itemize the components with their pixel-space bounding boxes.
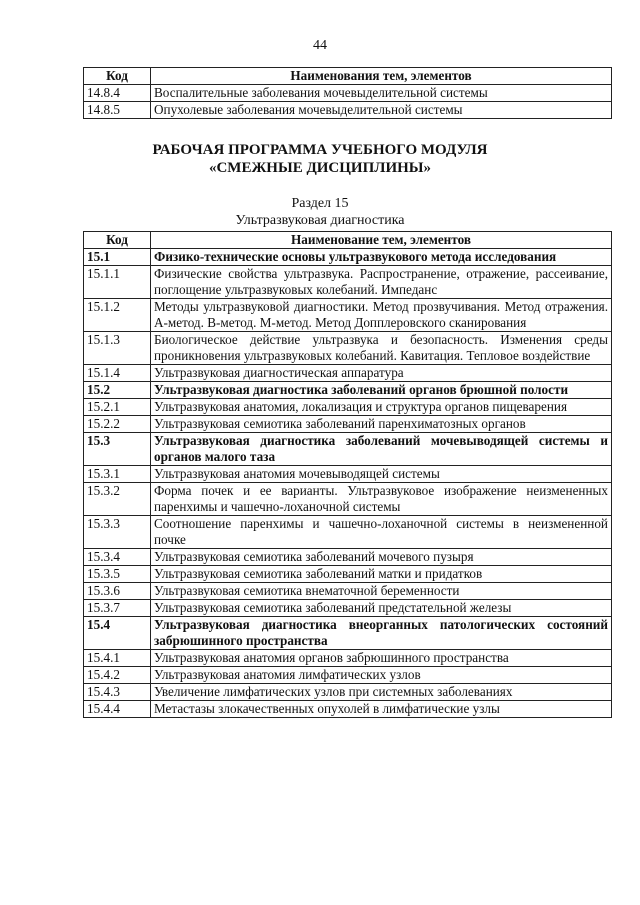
main-table-header-row [84, 232, 612, 249]
table-row [84, 382, 612, 399]
page-number: 44 [313, 38, 327, 53]
table-row [84, 399, 612, 416]
row-name: Ультразвуковая диагностическая аппаратура [151, 365, 612, 382]
table-row [84, 483, 612, 516]
top-table [83, 67, 612, 119]
table-row [84, 701, 612, 718]
section-name: Ультразвуковая диагностика [235, 213, 405, 228]
module-title [0, 141, 640, 177]
row-name: Соотношение паренхимы и чашечно-лоханочной системы в неизмененной почке [151, 516, 612, 549]
module-title-line1: РАБОЧАЯ ПРОГРАММА УЧЕБНОГО МОДУЛЯ [152, 142, 488, 158]
row-code: 15.2.2 [84, 416, 151, 433]
row-name: Физико-технические основы ультразвукового метода исследования [151, 249, 612, 266]
column-header-code: Код [84, 232, 151, 249]
row-code: 15.3.6 [84, 583, 151, 600]
row-name: Ультразвуковая анатомия мочевыводящей системы [151, 466, 612, 483]
row-code: 15.1.1 [84, 266, 151, 299]
table-row [84, 650, 612, 667]
row-code: 15.4.4 [84, 701, 151, 718]
column-header-name: Наименование тем, элементов [151, 232, 612, 249]
table-row [84, 416, 612, 433]
row-code: 15.4 [84, 617, 151, 650]
table-row [84, 684, 612, 701]
table-row [84, 600, 612, 617]
column-header-code: Код [84, 68, 151, 85]
row-code: 15.4.3 [84, 684, 151, 701]
row-name: Ультразвуковая семиотика внематочной беременности [151, 583, 612, 600]
row-name: Физические свойства ультразвука. Распространение, отражение, рассеивание, поглощение ультразвуковых колебаний. Импеданс [151, 266, 612, 299]
table-row [84, 102, 612, 119]
row-code: 15.3 [84, 433, 151, 466]
table-row [84, 332, 612, 365]
row-name: Ультразвуковая семиотика заболеваний мочевого пузыря [151, 549, 612, 566]
table-row [84, 466, 612, 483]
table-row [84, 617, 612, 650]
row-code: 15.3.3 [84, 516, 151, 549]
row-name: Форма почек и ее варианты. Ультразвуковое изображение неизмененных паренхимы и чашечно-лоханочной системы [151, 483, 612, 516]
row-name: Ультразвуковая анатомия лимфатических узлов [151, 667, 612, 684]
row-code: 15.1.4 [84, 365, 151, 382]
row-name: Увеличение лимфатических узлов при системных заболеваниях [151, 684, 612, 701]
main-table [83, 231, 612, 718]
table-row [84, 249, 612, 266]
top-table-header-row [84, 68, 612, 85]
row-code: 15.2 [84, 382, 151, 399]
row-code: 15.1.2 [84, 299, 151, 332]
table-row [84, 516, 612, 549]
table-row [84, 566, 612, 583]
row-name: Ультразвуковая семиотика заболеваний матки и придатков [151, 566, 612, 583]
row-name: Ультразвуковая диагностика внеорганных патологических состояний забрюшинного пространства [151, 617, 612, 650]
row-code: 15.3.1 [84, 466, 151, 483]
row-name: Биологическое действие ультразвука и безопасность. Изменения среды проникновения ультразвуковых колебаний. Кавитация. Тепловое воздействие [151, 332, 612, 365]
row-code: 14.8.5 [84, 102, 151, 119]
table-row [84, 85, 612, 102]
row-name: Ультразвуковая диагностика заболеваний мочевыводящей системы и органов малого таза [151, 433, 612, 466]
row-name: Метастазы злокачественных опухолей в лимфатические узлы [151, 701, 612, 718]
row-name: Ультразвуковая семиотика заболеваний паренхиматозных органов [151, 416, 612, 433]
section-label: Раздел 15 [291, 196, 349, 211]
row-name: Ультразвуковая анатомия органов забрюшинного пространства [151, 650, 612, 667]
row-name: Опухолевые заболевания мочевыделительной системы [151, 102, 612, 119]
row-code: 15.1 [84, 249, 151, 266]
row-code: 15.1.3 [84, 332, 151, 365]
row-name: Ультразвуковая диагностика заболеваний органов брюшной полости [151, 382, 612, 399]
module-title-line2: «СМЕЖНЫЕ ДИСЦИПЛИНЫ» [208, 160, 432, 176]
row-code: 14.8.4 [84, 85, 151, 102]
table-row [84, 583, 612, 600]
row-code: 15.4.2 [84, 667, 151, 684]
table-row [84, 667, 612, 684]
main-table-body [84, 249, 612, 718]
table-row [84, 266, 612, 299]
table-row [84, 433, 612, 466]
row-code: 15.3.4 [84, 549, 151, 566]
row-code: 15.2.1 [84, 399, 151, 416]
row-name: Ультразвуковая семиотика заболеваний предстательной железы [151, 600, 612, 617]
row-name: Воспалительные заболевания мочевыделительной системы [151, 85, 612, 102]
section-heading [0, 195, 640, 229]
row-code: 15.4.1 [84, 650, 151, 667]
row-code: 15.3.5 [84, 566, 151, 583]
table-row [84, 365, 612, 382]
column-header-name: Наименования тем, элементов [151, 68, 612, 85]
row-code: 15.3.7 [84, 600, 151, 617]
row-name: Методы ультразвуковой диагностики. Метод прозвучивания. Метод отражения. А-метод. В-метод. М-метод. Метод Допплеровского сканирования [151, 299, 612, 332]
table-row [84, 299, 612, 332]
table-row [84, 549, 612, 566]
row-name: Ультразвуковая анатомия, локализация и структура органов пищеварения [151, 399, 612, 416]
row-code: 15.3.2 [84, 483, 151, 516]
